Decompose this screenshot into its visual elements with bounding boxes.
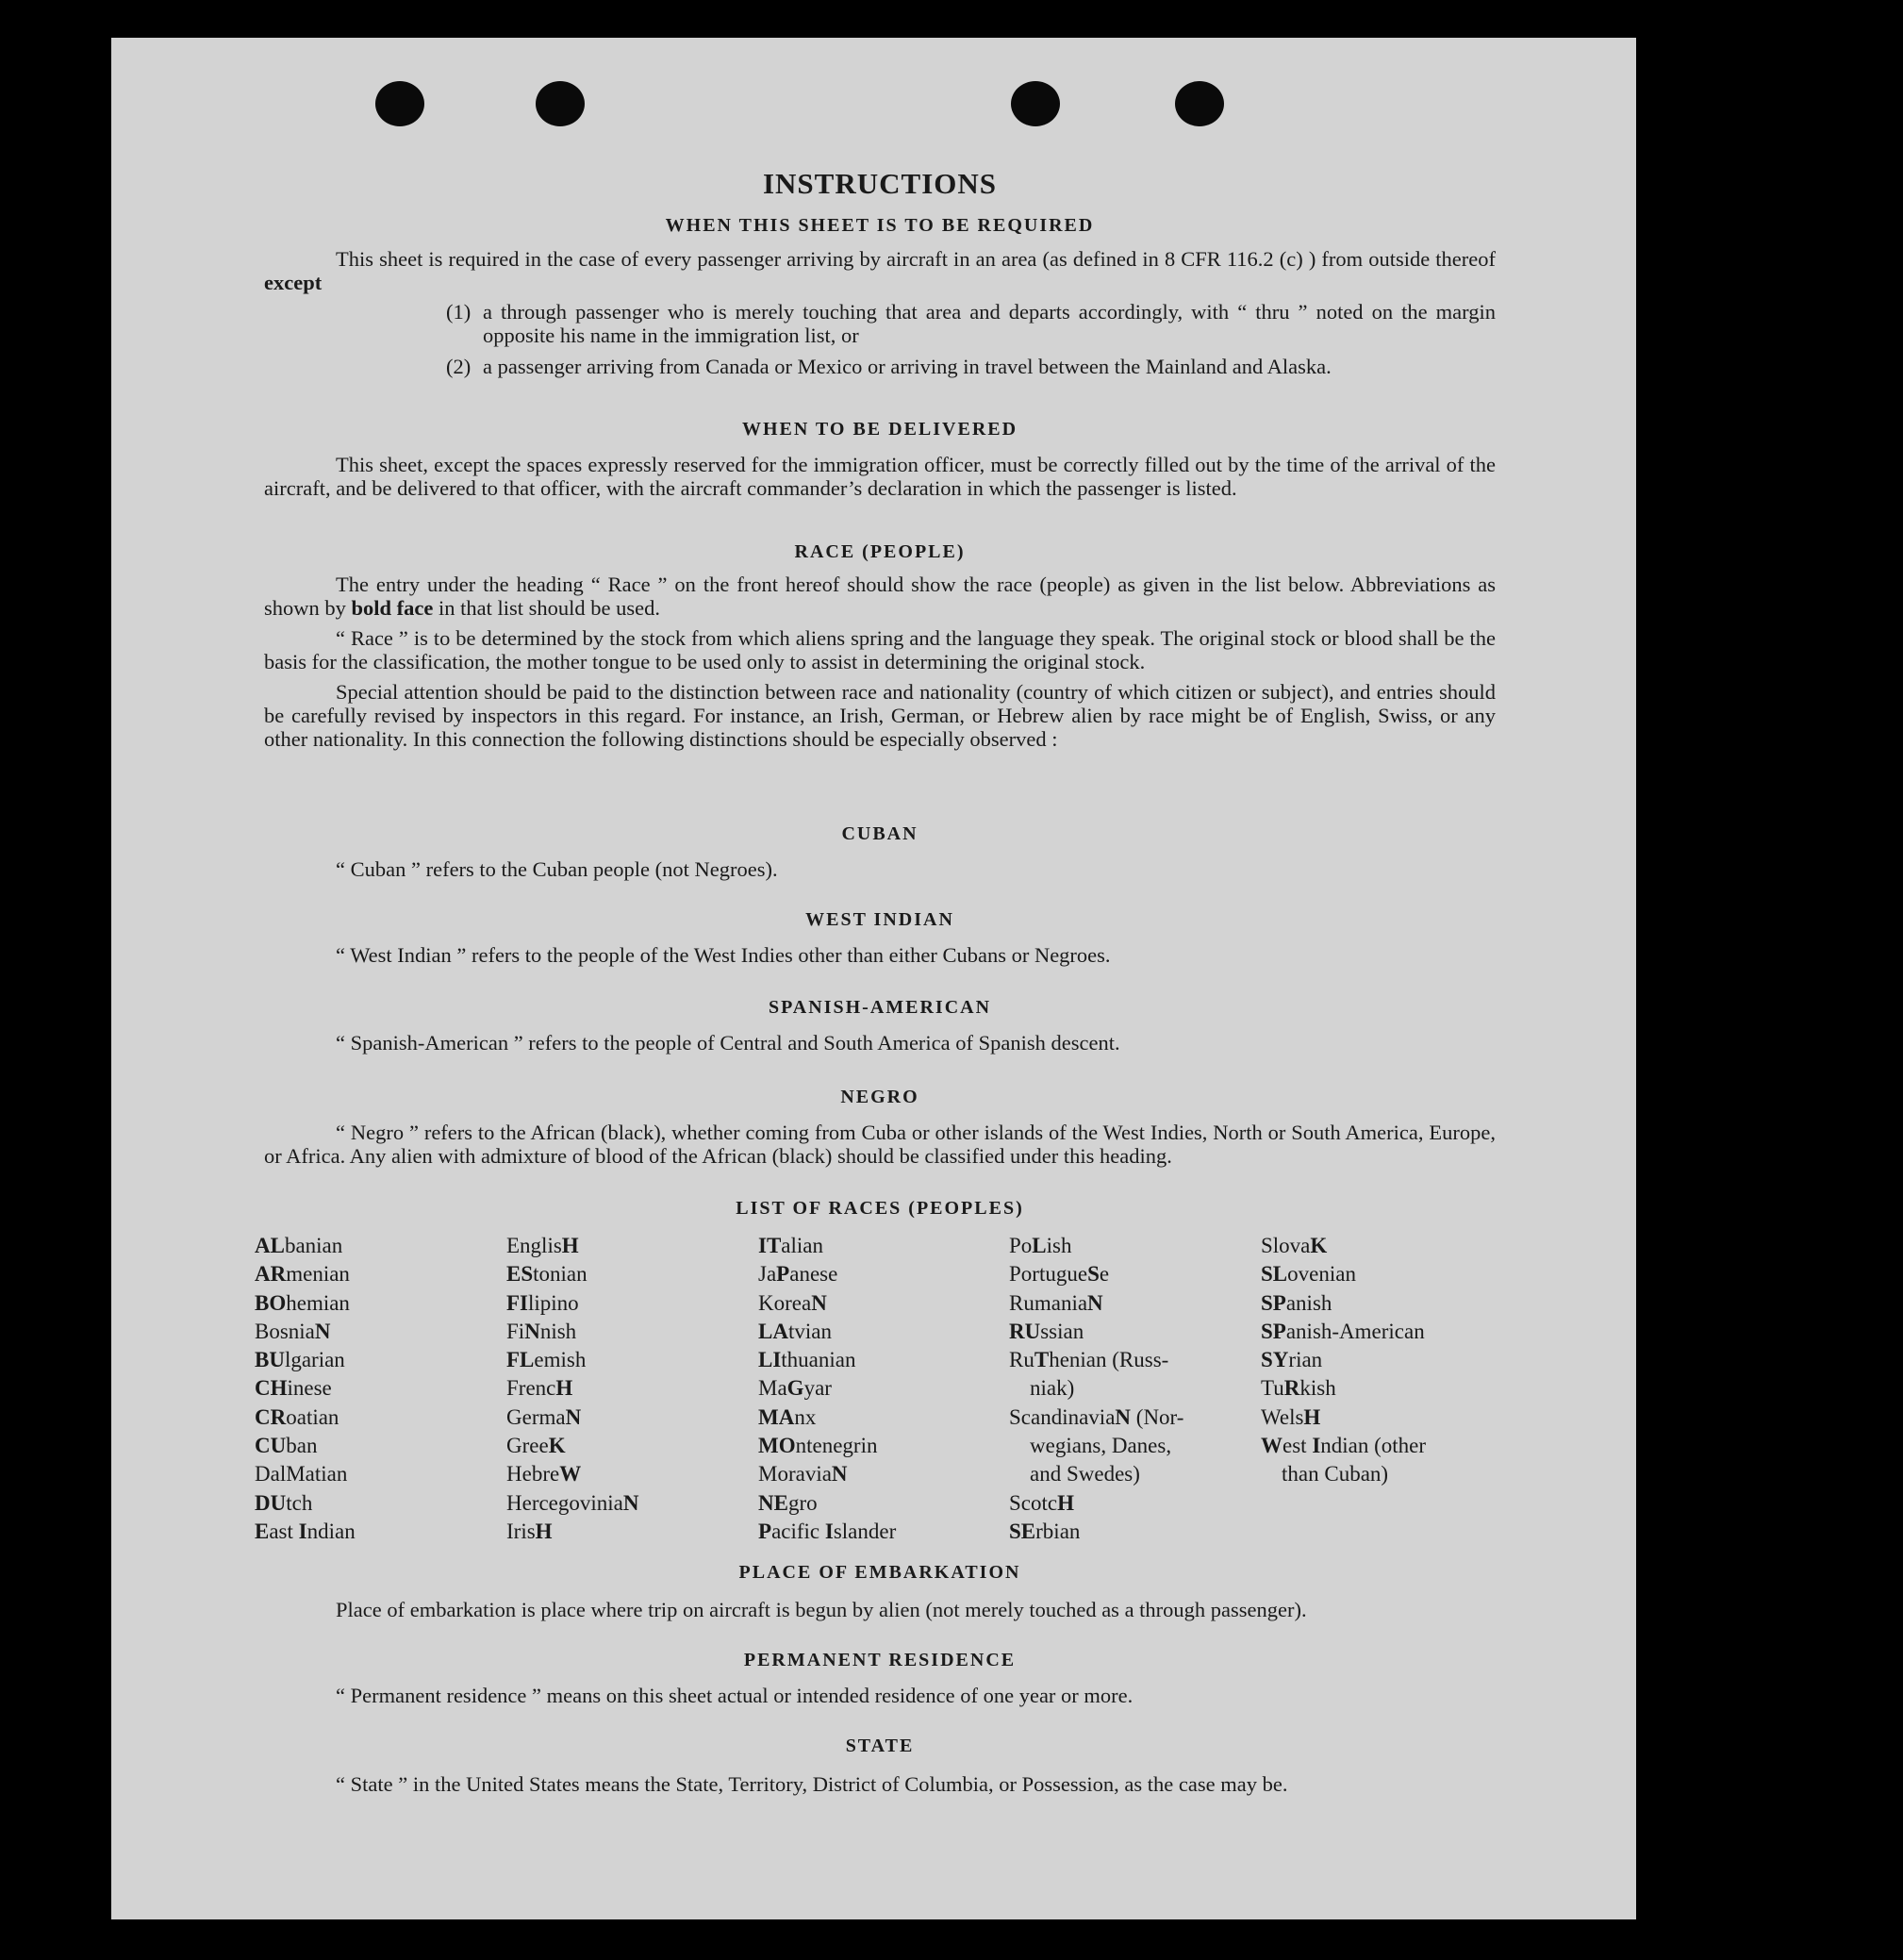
race-entry <box>758 1460 1003 1488</box>
race-entry <box>758 1374 1003 1403</box>
race-text: inese <box>287 1376 332 1401</box>
race-text: hemian <box>286 1290 350 1315</box>
race-entry <box>255 1260 500 1288</box>
race-entry <box>1009 1289 1254 1318</box>
heading-spanish-american: SPANISH-AMERICAN <box>768 997 992 1018</box>
race-entry <box>758 1318 1003 1346</box>
race-entry <box>506 1404 752 1432</box>
races-column <box>506 1232 752 1546</box>
heading-west-indian: WEST INDIAN <box>805 909 954 930</box>
text: This sheet is required in the case of every passenger arriving by aircraft in an area (as defined in 8 CFR 116.2 (c) ) from outside thereof <box>336 247 1496 271</box>
race-entry <box>255 1460 500 1488</box>
race-text: and Swedes) <box>1030 1462 1140 1487</box>
race-text: Korea <box>758 1290 812 1315</box>
race-entry <box>255 1432 500 1460</box>
race-abbrev: N <box>524 1319 540 1343</box>
heading-race: RACE (PEOPLE) <box>794 541 966 562</box>
race-abbrev: N <box>1087 1290 1103 1315</box>
race-abbrev: FL <box>506 1348 535 1372</box>
race-text: anish <box>1285 1290 1332 1315</box>
section-race <box>264 573 1496 751</box>
heading-state: STATE <box>845 1736 915 1756</box>
race-text: Moravia <box>758 1462 832 1487</box>
race-text: ast <box>269 1519 299 1543</box>
race-text: est <box>1282 1434 1313 1458</box>
race-entry <box>1009 1374 1254 1403</box>
race-abbrev: AR <box>255 1262 287 1287</box>
heading-cuban: CUBAN <box>841 823 918 844</box>
race-abbrev: DU <box>255 1490 287 1515</box>
paragraph: “ Spanish-American ” refers to the people of Central and South America of Spanish descent. <box>336 1031 1120 1055</box>
race-entry <box>255 1289 500 1318</box>
section-cuban <box>264 857 1496 881</box>
race-text: ntenegrin <box>795 1434 878 1458</box>
paragraph: “ State ” in the United States means the State, Territory, District of Columbia, or Possession, as the case may be. <box>336 1772 1288 1796</box>
race-entry <box>506 1346 752 1374</box>
race-text: ssian <box>1040 1319 1084 1343</box>
race-text: Slova <box>1261 1234 1311 1257</box>
race-text: Tu <box>1261 1376 1284 1401</box>
race-entry <box>1009 1318 1254 1346</box>
race-text: niak) <box>1030 1376 1075 1401</box>
races-column <box>1009 1232 1254 1546</box>
race-entry <box>255 1318 500 1346</box>
section-spanish-american <box>264 1031 1496 1055</box>
race-abbrev: MA <box>758 1404 795 1429</box>
race-entry <box>1261 1432 1506 1460</box>
heading-place-of-embarkation: PLACE OF EMBARKATION <box>738 1562 1021 1583</box>
section-when-delivered <box>264 453 1496 500</box>
race-text: nx <box>794 1404 817 1429</box>
section-state <box>264 1769 1496 1800</box>
race-abbrev: RU <box>1009 1319 1041 1343</box>
race-abbrev: AL <box>255 1234 285 1257</box>
race-text: (Nor- <box>1131 1404 1184 1429</box>
race-entry <box>506 1374 752 1403</box>
race-abbrev: N <box>811 1290 827 1315</box>
race-abbrev: K <box>1310 1234 1328 1257</box>
punch-hole <box>1175 81 1224 126</box>
race-text: lgarian <box>284 1348 345 1372</box>
race-entry <box>255 1404 500 1432</box>
race-entry <box>758 1489 1003 1518</box>
section-when-required <box>264 247 1496 378</box>
race-entry <box>255 1518 500 1546</box>
section-permanent-residence <box>264 1684 1496 1707</box>
paragraph: “ Cuban ” refers to the Cuban people (not Negroes). <box>336 857 778 881</box>
race-entry <box>506 1518 752 1546</box>
race-text: ndian (other <box>1320 1434 1427 1458</box>
page-title: INSTRUCTIONS <box>762 167 997 200</box>
race-abbrev: P <box>776 1262 790 1287</box>
race-entry <box>758 1346 1003 1374</box>
paragraph: “ Permanent residence ” means on this sheet actual or intended residence of one year or more. <box>336 1684 1134 1707</box>
heading-negro: NEGRO <box>840 1087 919 1107</box>
race-text: acific <box>771 1519 825 1543</box>
race-entry <box>506 1318 752 1346</box>
heading-list-of-races: LIST OF RACES (PEOPLES) <box>736 1198 1024 1219</box>
heading-when-delivered: WHEN TO BE DELIVERED <box>741 419 1018 440</box>
race-entry <box>1009 1404 1254 1432</box>
race-text: ndian <box>306 1519 356 1543</box>
race-entry <box>758 1404 1003 1432</box>
race-text: e <box>1099 1262 1110 1287</box>
race-entry <box>758 1260 1003 1288</box>
race-text: yar <box>803 1376 832 1401</box>
paragraph: “ Negro ” refers to the African (black), whether coming from Cuba or other islands of the West Indies, North or South America, Europe, or Africa. Any alien with admixture of blood of the African (black) should be classified under this heading. <box>264 1121 1496 1168</box>
race-entry <box>1009 1489 1254 1518</box>
race-abbrev: SL <box>1261 1262 1288 1287</box>
race-abbrev: LA <box>758 1319 788 1343</box>
paragraph: This sheet, except the spaces expressly reserved for the immigration officer, must be correctly filled out by the time of the arrival of the aircraft, and be delivered to that officer, with the aircraft commander’s declaration in which the passenger is listed. <box>264 453 1496 500</box>
item-number: (1) <box>446 300 472 324</box>
paragraph: “ West Indian ” refers to the people of the West Indies other than either Cubans or Negroes. <box>336 943 1111 967</box>
race-text: anish-American <box>1285 1319 1425 1343</box>
race-abbrev: H <box>555 1376 573 1401</box>
race-text: Ma <box>758 1376 787 1401</box>
race-entry <box>255 1346 500 1374</box>
race-text: Hercegovinia <box>506 1490 623 1515</box>
race-text: Fi <box>506 1319 525 1343</box>
race-text: rbian <box>1035 1519 1081 1543</box>
race-entry <box>1261 1404 1506 1432</box>
bold-text: bold face <box>351 596 434 620</box>
paragraph <box>264 573 1496 620</box>
race-abbrev: LI <box>758 1348 782 1372</box>
race-abbrev: FI <box>506 1290 528 1315</box>
race-entry <box>1261 1460 1506 1488</box>
race-text: Po <box>1009 1234 1033 1257</box>
race-abbrev: H <box>1303 1404 1321 1429</box>
heading-when-required: WHEN THIS SHEET IS TO BE REQUIRED <box>665 215 1095 236</box>
race-text: gro <box>787 1490 818 1515</box>
document-page <box>111 38 1636 1919</box>
race-text: alian <box>781 1234 823 1257</box>
race-entry <box>1009 1260 1254 1288</box>
race-abbrev: I <box>298 1519 307 1543</box>
race-entry <box>758 1432 1003 1460</box>
race-text: ish <box>1046 1234 1072 1257</box>
race-entry <box>1261 1374 1506 1403</box>
race-abbrev: P <box>758 1519 772 1543</box>
race-abbrev: W <box>559 1462 582 1487</box>
race-abbrev: IT <box>758 1234 782 1257</box>
race-abbrev: E <box>255 1519 270 1543</box>
race-text: tch <box>286 1490 313 1515</box>
race-text: than Cuban) <box>1282 1462 1389 1487</box>
race-text: Bosnia <box>255 1319 315 1343</box>
race-text: Rumania <box>1009 1290 1088 1315</box>
race-abbrev: W <box>1261 1434 1282 1458</box>
race-entry <box>506 1232 752 1260</box>
race-text: ban <box>286 1434 318 1458</box>
race-entry <box>506 1260 752 1288</box>
race-abbrev: SP <box>1261 1290 1286 1315</box>
race-entry <box>1261 1260 1506 1288</box>
race-text: wegians, Danes, <box>1030 1434 1172 1458</box>
item-text: a through passenger who is merely touching that area and departs accordingly, with “ thru ” noted on the margin opposite his name in the immigration list, or <box>483 300 1496 347</box>
race-abbrev: R <box>1283 1376 1300 1401</box>
race-abbrev: CH <box>255 1376 288 1401</box>
races-column <box>1261 1232 1506 1489</box>
race-abbrev: MO <box>758 1434 796 1458</box>
race-abbrev: I <box>824 1519 834 1543</box>
race-text: banian <box>284 1234 343 1257</box>
race-abbrev: ES <box>506 1262 534 1287</box>
race-abbrev: BO <box>255 1290 287 1315</box>
race-abbrev: SE <box>1009 1519 1036 1543</box>
race-abbrev: H <box>561 1234 579 1257</box>
race-text: Hebre <box>506 1462 560 1487</box>
race-abbrev: T <box>1034 1348 1050 1372</box>
race-abbrev: H <box>535 1519 553 1543</box>
race-text: Scandinavia <box>1009 1404 1116 1429</box>
race-abbrev: G <box>786 1376 804 1401</box>
race-entry <box>758 1289 1003 1318</box>
race-entry <box>1009 1432 1254 1460</box>
race-text: thuanian <box>781 1348 856 1372</box>
race-text: tvian <box>787 1319 832 1343</box>
race-text: tonian <box>533 1262 587 1287</box>
races-column <box>255 1232 500 1546</box>
race-abbrev: L <box>1032 1234 1047 1257</box>
list-of-races <box>255 1232 1518 1571</box>
race-abbrev: CR <box>255 1404 287 1429</box>
race-entry <box>255 1489 500 1518</box>
race-entry <box>506 1489 752 1518</box>
race-abbrev: CU <box>255 1434 287 1458</box>
race-text: Scotc <box>1009 1490 1058 1515</box>
race-text: DalMatian <box>255 1462 348 1487</box>
race-abbrev: SP <box>1261 1319 1286 1343</box>
punch-hole <box>536 81 585 126</box>
race-abbrev: S <box>1087 1262 1100 1287</box>
paragraph: Special attention should be paid to the distinction between race and nationality (country of which citizen or subject), and entries should be carefully revised by inspectors in this regard. For instance, an Irish, German, or Hebrew alien by race might be of English, Swiss, or any other nationality. In this connection the following distinctions should be especially observed : <box>264 680 1496 751</box>
race-entry <box>1009 1518 1254 1546</box>
race-abbrev: N <box>565 1404 582 1429</box>
race-entry <box>1009 1232 1254 1260</box>
race-abbrev: NE <box>758 1490 788 1515</box>
race-abbrev: SY <box>1261 1348 1289 1372</box>
bold-text: except <box>264 271 323 294</box>
race-text: lipino <box>528 1290 579 1315</box>
race-text: Ja <box>758 1262 777 1287</box>
punch-hole <box>1011 81 1060 126</box>
race-text: emish <box>534 1348 587 1372</box>
race-entry <box>1009 1460 1254 1488</box>
item-text: a passenger arriving from Canada or Mexico or arriving in travel between the Mainland and Alaska. <box>483 355 1332 378</box>
race-text: slander <box>833 1519 897 1543</box>
race-entry <box>1009 1346 1254 1374</box>
section-place-of-embarkation <box>264 1595 1496 1625</box>
race-text: oatian <box>286 1404 339 1429</box>
race-abbrev: N <box>622 1490 639 1515</box>
race-text: menian <box>286 1262 350 1287</box>
race-entry <box>1261 1289 1506 1318</box>
race-abbrev: N <box>314 1319 331 1343</box>
race-text: Iris <box>506 1519 536 1543</box>
race-text: rian <box>1288 1348 1323 1372</box>
text: in that list should be used. <box>433 596 661 620</box>
race-entry <box>1261 1318 1506 1346</box>
race-entry <box>255 1232 500 1260</box>
race-text: Englis <box>506 1234 562 1257</box>
race-text: Ru <box>1009 1348 1034 1372</box>
section-west-indian <box>264 943 1496 967</box>
paragraph <box>264 247 1496 294</box>
race-entry <box>255 1374 500 1403</box>
paragraph: Place of embarkation is place where trip on aircraft is begun by alien (not merely touched as a through passenger). <box>336 1598 1307 1621</box>
race-abbrev: N <box>1115 1404 1132 1429</box>
race-text: Portugue <box>1009 1262 1088 1287</box>
section-negro <box>264 1121 1496 1168</box>
race-text: Germa <box>506 1404 566 1429</box>
paragraph: “ Race ” is to be determined by the stock from which aliens spring and the language they speak. The original stock or blood shall be the basis for the classification, the mother tongue to be used only to assist in determining the original stock. <box>264 626 1496 673</box>
list-item <box>264 300 1496 347</box>
heading-permanent-residence: PERMANENT RESIDENCE <box>743 1650 1017 1670</box>
races-column <box>758 1232 1003 1546</box>
race-text: ovenian <box>1287 1262 1356 1287</box>
text: The entry under the heading “ Race ” on the front hereof should show the race (people) as given in the list below. Abbreviations as shown by <box>264 573 1496 620</box>
race-entry <box>506 1460 752 1488</box>
race-text: anese <box>789 1262 838 1287</box>
race-text: nish <box>539 1319 577 1343</box>
race-abbrev: BU <box>255 1348 285 1372</box>
race-entry <box>506 1432 752 1460</box>
race-abbrev: K <box>548 1434 566 1458</box>
punch-hole <box>375 81 424 126</box>
race-text: henian (Russ- <box>1049 1348 1169 1372</box>
race-text: Frenc <box>506 1376 556 1401</box>
race-abbrev: I <box>1312 1434 1321 1458</box>
race-entry <box>1261 1346 1506 1374</box>
race-entry <box>506 1289 752 1318</box>
race-text: Wels <box>1261 1404 1304 1429</box>
race-text: kish <box>1299 1376 1336 1401</box>
race-entry <box>1261 1232 1506 1260</box>
race-abbrev: H <box>1057 1490 1074 1515</box>
race-text: Gree <box>506 1434 549 1458</box>
item-number: (2) <box>446 355 472 378</box>
race-abbrev: N <box>831 1462 848 1487</box>
race-entry <box>758 1232 1003 1260</box>
list-item <box>264 355 1496 378</box>
race-entry <box>758 1518 1003 1546</box>
